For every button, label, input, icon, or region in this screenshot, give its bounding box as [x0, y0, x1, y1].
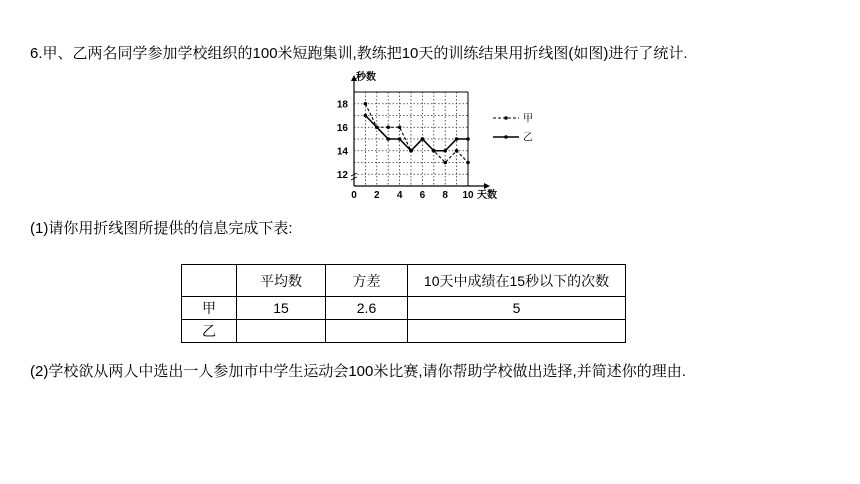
- y-tick-label: 14: [336, 146, 348, 158]
- legend-marker-2: [504, 135, 508, 139]
- chart-legend: [493, 113, 533, 144]
- x-tick-label: 6: [419, 190, 426, 201]
- data-point-series-2: [375, 125, 379, 129]
- data-point-series-1: [455, 149, 459, 153]
- table-header-row: [182, 265, 626, 297]
- jia-variance: 2.6: [326, 297, 408, 320]
- y-tick-label: 12: [336, 169, 348, 181]
- data-point-series-1: [398, 125, 402, 129]
- data-point-series-2: [409, 149, 413, 153]
- jia-mean: 15: [237, 297, 326, 320]
- x-axis-label: 天数: [477, 190, 497, 201]
- jia-count: 5: [408, 297, 626, 320]
- question-part-1: (1)请你用折线图所提供的信息完成下表:: [30, 220, 293, 237]
- series-line-2: [365, 116, 468, 151]
- question-intro: 6.甲、乙两名同学参加学校组织的100米短跑集训,教练把10天的训练结果用折线图(如图)进行了统计.: [30, 45, 688, 62]
- x-tick-label: 4: [396, 190, 403, 201]
- data-point-series-2: [455, 137, 459, 141]
- series-line-1: [365, 104, 468, 163]
- x-tick-label: 8: [442, 190, 448, 201]
- legend-marker-1: [504, 116, 508, 120]
- x-tick-label: 10: [462, 190, 474, 201]
- data-point-series-1: [364, 102, 368, 106]
- header-cell-blank: [182, 265, 237, 297]
- header-cell-variance: 方差: [326, 265, 408, 297]
- stats-table: [181, 264, 626, 343]
- data-point-series-1: [443, 161, 447, 165]
- y-tick-label: 16: [336, 122, 348, 134]
- data-point-series-1: [466, 161, 470, 165]
- x-tick-label: 0: [351, 190, 357, 201]
- data-point-series-2: [432, 149, 436, 153]
- header-cell-mean: 平均数: [237, 265, 326, 297]
- legend-label-2: 乙: [523, 132, 533, 144]
- data-point-series-2: [386, 137, 390, 141]
- data-point-series-2: [398, 137, 402, 141]
- data-point-series-2: [466, 137, 470, 141]
- chart-axes: [337, 70, 497, 201]
- data-point-series-2: [421, 137, 425, 141]
- table-row: [182, 320, 626, 343]
- question-part-2: (2)学校欲从两人中选出一人参加市中学生运动会100米比赛,请你帮助学校做出选择,并简述你的理由.: [30, 363, 686, 380]
- yi-variance: [326, 320, 408, 343]
- row-label-jia: 甲: [182, 297, 237, 320]
- data-point-series-1: [386, 125, 390, 129]
- x-tick-label: 2: [374, 190, 380, 201]
- header-cell-count: 10天中成绩在15秒以下的次数: [408, 265, 626, 297]
- row-label-yi: 乙: [182, 320, 237, 343]
- y-tick-label: 18: [336, 99, 348, 111]
- yi-count: [408, 320, 626, 343]
- line-chart: [325, 66, 545, 206]
- table-row: [182, 297, 626, 320]
- y-axis-label: 秒数: [356, 72, 376, 83]
- yi-mean: [237, 320, 326, 343]
- data-point-series-2: [364, 114, 368, 118]
- data-point-series-2: [443, 149, 447, 153]
- legend-label-1: 甲: [523, 113, 533, 125]
- chart-grid: [354, 92, 468, 186]
- x-axis-arrow: [484, 183, 490, 189]
- chart-series: [364, 102, 470, 164]
